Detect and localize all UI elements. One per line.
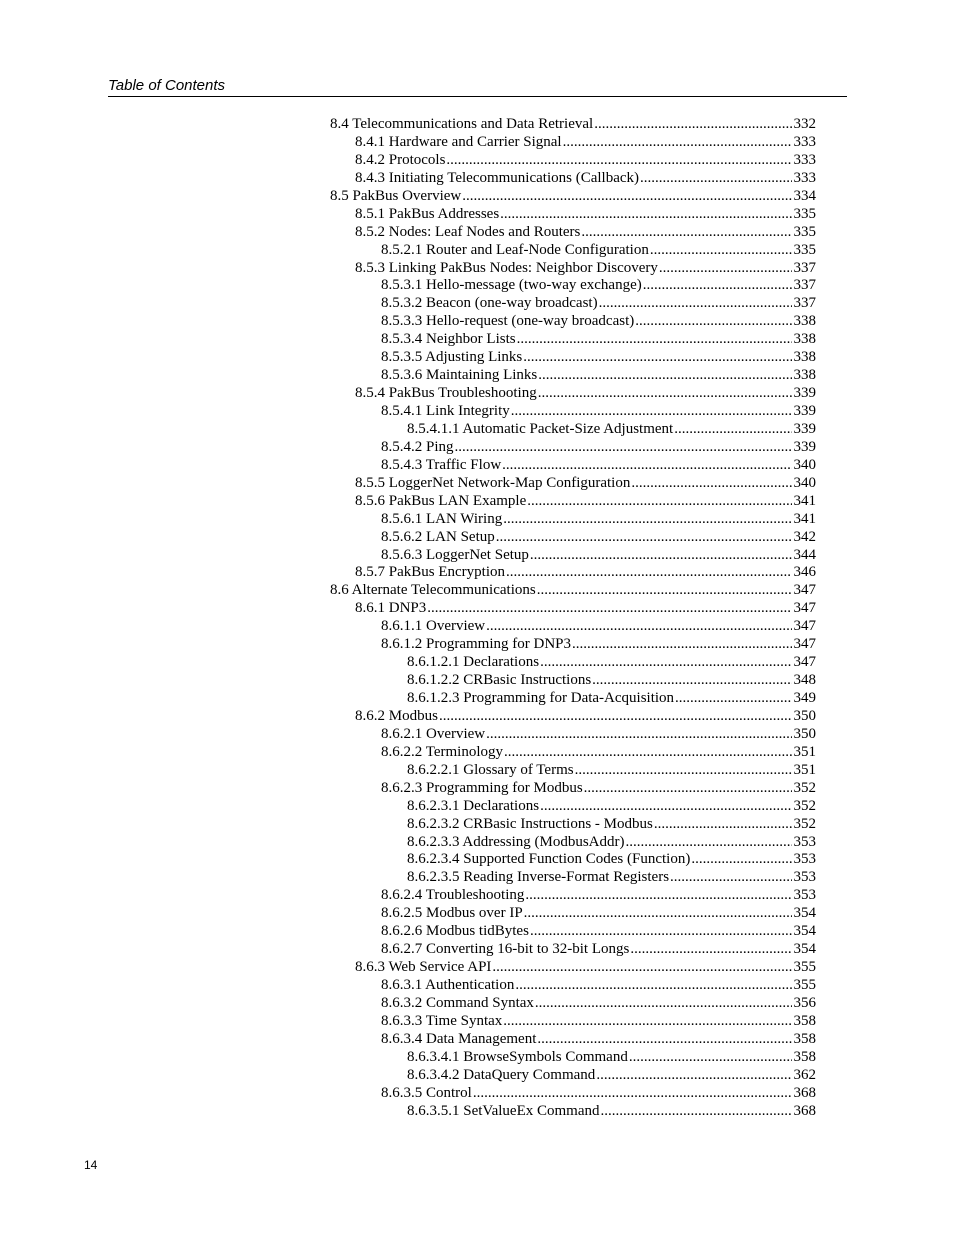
toc-entry[interactable] — [330, 385, 816, 403]
toc-entry-page: 353 — [793, 851, 816, 868]
toc-entry-title: 8.6.2.5 Modbus over IP — [381, 905, 523, 922]
dot-leader — [523, 349, 791, 367]
toc-entry-title: 8.5.3.4 Neighbor Lists — [381, 331, 516, 348]
toc-entry-page: 347 — [793, 654, 816, 671]
toc-entry[interactable] — [330, 959, 816, 977]
toc-entry-title: 8.6.2.3.4 Supported Function Codes (Function) — [407, 851, 691, 868]
toc-entry-page: 358 — [793, 1048, 816, 1065]
toc-entry-title: 8.6.1 DNP3 — [355, 600, 427, 617]
toc-entry-title: 8.6.1.1 Overview — [381, 618, 486, 635]
toc-entry-title: 8.6.2.2 Terminology — [381, 743, 503, 760]
toc-entry-page: 347 — [793, 582, 816, 599]
dot-leader — [659, 260, 792, 278]
dot-leader — [492, 959, 791, 977]
toc-entry[interactable] — [330, 493, 816, 511]
toc-entry[interactable] — [330, 905, 816, 923]
toc-entry-page: 349 — [793, 690, 816, 706]
toc-entry[interactable] — [330, 582, 816, 600]
toc-entry[interactable] — [330, 134, 816, 152]
dot-leader — [525, 887, 791, 905]
toc-entry-title: 8.6.2.7 Converting 16-bit to 32-bit Longs — [381, 941, 630, 958]
toc-entry-title: 8.6.1.2.3 Programming for Data-Acquisition — [407, 690, 675, 706]
toc-entry-title: 8.6.3.1 Authentication — [381, 977, 515, 993]
toc-entry[interactable] — [330, 277, 816, 295]
dot-leader — [675, 690, 791, 708]
toc-entry-title: 8.5.4.2 Ping — [381, 438, 454, 455]
dot-leader — [691, 851, 791, 869]
dot-leader — [600, 1103, 791, 1121]
dot-leader — [486, 726, 791, 744]
toc-entry[interactable] — [330, 672, 816, 690]
toc-entry[interactable] — [330, 690, 816, 708]
toc-entry-page: 340 — [793, 456, 816, 473]
dot-leader — [584, 780, 792, 798]
toc-entry-page: 358 — [793, 1012, 816, 1029]
dot-leader — [503, 511, 791, 529]
running-header — [108, 77, 847, 97]
toc-entry[interactable] — [330, 1049, 816, 1067]
toc-entry-title: 8.6.3.2 Command Syntax — [381, 994, 534, 1011]
dot-leader — [654, 816, 792, 834]
dot-leader — [427, 600, 791, 618]
dot-leader — [540, 798, 791, 816]
dot-leader — [506, 564, 792, 582]
toc-entry-title: 8.5.6.2 LAN Setup — [381, 528, 495, 545]
toc-entry-page: 337 — [793, 259, 816, 276]
toc-entry-page: 339 — [793, 438, 816, 455]
toc-entry-title: 8.4.3 Initiating Telecommunications (Callback) — [355, 169, 640, 186]
toc-entry[interactable] — [330, 188, 816, 206]
toc-entry-page: 347 — [793, 636, 816, 653]
dot-leader — [527, 493, 791, 511]
dot-leader — [511, 403, 792, 421]
toc-entry-page: 338 — [793, 367, 816, 384]
dot-leader — [674, 421, 791, 439]
toc-entry-page: 340 — [793, 474, 816, 491]
toc-entry-page: 334 — [793, 187, 816, 204]
dot-leader — [643, 277, 792, 295]
toc-entry-title: 8.5.6 PakBus LAN Example — [355, 492, 527, 509]
dot-leader — [631, 475, 791, 493]
toc-entry-title: 8.6.2.3.5 Reading Inverse-Format Registers — [407, 869, 670, 886]
toc-entry-page: 358 — [793, 1030, 816, 1047]
toc-entry-page: 351 — [793, 743, 816, 760]
toc-entry-page: 347 — [793, 618, 816, 635]
dot-leader — [502, 457, 791, 475]
toc-entry-page: 337 — [793, 295, 816, 312]
toc-entry-page: 335 — [793, 223, 816, 240]
toc-entry-page: 355 — [793, 977, 816, 993]
dot-leader — [626, 834, 792, 852]
toc-entry[interactable] — [330, 367, 816, 385]
toc-entry-title: 8.6.3 Web Service API — [355, 959, 492, 976]
dot-leader — [563, 134, 792, 152]
toc-entry-title: 8.6.1.2 Programming for DNP3 — [381, 636, 571, 653]
toc-entry-page: 339 — [793, 385, 816, 402]
toc-entry[interactable] — [330, 834, 816, 852]
toc-entry[interactable] — [330, 421, 816, 439]
toc-entry-page: 339 — [793, 420, 816, 437]
toc-entry-title: 8.5.3.2 Beacon (one-way broadcast) — [381, 295, 598, 312]
toc-entry[interactable] — [330, 941, 816, 959]
dot-leader — [592, 672, 791, 690]
toc-entry[interactable] — [330, 798, 816, 816]
header-title: Table of Contents — [108, 77, 226, 94]
toc-entry[interactable] — [330, 780, 816, 798]
toc-entry-page: 333 — [793, 169, 816, 186]
toc-entry[interactable] — [330, 116, 816, 134]
toc-entry-page: 352 — [793, 797, 816, 814]
toc-entry-title: 8.5.3.5 Adjusting Links — [381, 349, 523, 366]
toc-entry-title: 8.5.2 Nodes: Leaf Nodes and Routers — [355, 223, 581, 240]
toc-entry-title: 8.5.5 LoggerNet Network-Map Configuration — [355, 474, 631, 491]
dot-leader — [635, 313, 791, 331]
toc-entry-title: 8.6.3.4.1 BrowseSymbols Command — [407, 1048, 628, 1065]
toc-entry-title: 8.6.2.3.2 CRBasic Instructions - Modbus — [407, 815, 653, 832]
toc-entry-title: 8.6.3.3 Time Syntax — [381, 1012, 503, 1029]
toc-entry-page: 362 — [793, 1066, 816, 1083]
toc-entry-page: 339 — [793, 403, 816, 419]
toc-entry[interactable] — [330, 331, 816, 349]
toc-entry-title: 8.5.1 PakBus Addresses — [355, 205, 500, 222]
toc-entry-title: 8.5.3 Linking PakBus Nodes: Neighbor Discovery — [355, 259, 658, 276]
toc-entry-page: 335 — [793, 205, 816, 222]
dot-leader — [575, 762, 792, 780]
toc-entry[interactable] — [330, 726, 816, 744]
toc-entry[interactable] — [330, 995, 816, 1013]
dot-leader — [530, 923, 792, 941]
toc-entry-page: 347 — [793, 600, 816, 617]
dot-leader — [473, 1085, 792, 1103]
dot-leader — [629, 1049, 792, 1067]
toc-entry-page: 333 — [793, 133, 816, 150]
toc-entry-title: 8.5.4.1.1 Automatic Packet-Size Adjustment — [407, 420, 674, 437]
toc-entry-title: 8.6.2 Modbus — [355, 707, 438, 724]
toc-entry-page: 354 — [793, 923, 816, 940]
toc-entry-page: 350 — [793, 725, 816, 742]
dot-leader — [503, 1013, 791, 1031]
toc-entry-page: 355 — [793, 959, 816, 976]
toc-entry-title: 8.6.2.3.3 Addressing (ModbusAddr) — [407, 833, 625, 850]
toc-entry-page: 342 — [793, 528, 816, 545]
toc-entry[interactable] — [330, 170, 816, 188]
toc-entry[interactable] — [330, 457, 816, 475]
dot-leader — [650, 242, 792, 260]
toc-entry-page: 338 — [793, 313, 816, 330]
dot-leader — [640, 170, 791, 188]
dot-leader — [446, 152, 791, 170]
toc-entry-title: 8.6.2.2.1 Glossary of Terms — [407, 761, 574, 778]
dot-leader — [517, 331, 792, 349]
toc-entry[interactable] — [330, 654, 816, 672]
toc-entry[interactable] — [330, 816, 816, 834]
toc-entry-title: 8.5.6.3 LoggerNet Setup — [381, 546, 529, 563]
toc-entry-page: 332 — [793, 116, 816, 132]
toc-entry-title: 8.6 Alternate Telecommunications — [330, 582, 536, 599]
toc-entry-title: 8.5 PakBus Overview — [330, 187, 462, 204]
dot-leader — [535, 995, 792, 1013]
toc-entry[interactable] — [330, 1085, 816, 1103]
toc-entry[interactable] — [330, 439, 816, 457]
toc-entry[interactable] — [330, 313, 816, 331]
toc-entry-page: 368 — [793, 1102, 816, 1119]
toc-entry-title: 8.5.4.1 Link Integrity — [381, 403, 510, 419]
toc-entry-title: 8.5.4.3 Traffic Flow — [381, 456, 502, 473]
toc-entry-title: 8.6.3.4 Data Management — [381, 1030, 537, 1047]
toc-entry-title: 8.5.3.6 Maintaining Links — [381, 367, 538, 384]
toc-entry-title: 8.4.1 Hardware and Carrier Signal — [355, 133, 562, 150]
toc-entry-page: 352 — [793, 815, 816, 832]
toc-entry-title: 8.5.2.1 Router and Leaf-Node Configuration — [381, 241, 649, 258]
toc-entry-title: 8.4.2 Protocols — [355, 151, 446, 168]
toc-entry-page: 335 — [793, 241, 816, 258]
toc-entry-page: 354 — [793, 941, 816, 958]
toc-entry[interactable] — [330, 295, 816, 313]
dot-leader — [462, 188, 791, 206]
toc-entry[interactable] — [330, 511, 816, 529]
toc-entry[interactable] — [330, 1103, 816, 1121]
toc-entry-title: 8.6.3.5 Control — [381, 1084, 472, 1101]
toc-entry-page: 368 — [793, 1084, 816, 1101]
toc-entry-page: 344 — [793, 546, 816, 563]
toc-entry-page: 354 — [793, 905, 816, 922]
dot-leader — [500, 206, 791, 224]
toc-entry[interactable] — [330, 977, 816, 995]
toc-entry-page: 333 — [793, 151, 816, 168]
toc-entry-page: 338 — [793, 331, 816, 348]
toc-entry-page: 350 — [793, 707, 816, 724]
toc-entry[interactable] — [330, 152, 816, 170]
toc-entry[interactable] — [330, 349, 816, 367]
toc-entry[interactable] — [330, 923, 816, 941]
dot-leader — [596, 1067, 791, 1085]
toc-entry[interactable] — [330, 708, 816, 726]
toc-entry[interactable] — [330, 403, 816, 421]
toc-entry-title: 8.6.1.2.1 Declarations — [407, 654, 540, 671]
toc-entry-page: 348 — [793, 672, 816, 689]
toc-entry-title: 8.5.7 PakBus Encryption — [355, 564, 505, 581]
dot-leader — [515, 977, 791, 995]
toc-entry[interactable] — [330, 744, 816, 762]
dot-leader — [538, 367, 791, 385]
toc-entry[interactable] — [330, 851, 816, 869]
dot-leader — [496, 529, 792, 547]
toc-entry-page: 353 — [793, 887, 816, 904]
dot-leader — [599, 295, 792, 313]
toc-entry-title: 8.4 Telecommunications and Data Retrieval — [330, 116, 594, 132]
toc-entry[interactable] — [330, 869, 816, 887]
toc-entry-title: 8.5.4 PakBus Troubleshooting — [355, 385, 537, 402]
toc-entry[interactable] — [330, 887, 816, 905]
dot-leader — [537, 582, 792, 600]
dot-leader — [524, 905, 792, 923]
toc-entry-title: 8.6.2.4 Troubleshooting — [381, 887, 525, 904]
table-of-contents — [330, 116, 816, 1121]
toc-entry-title: 8.6.3.4.2 DataQuery Command — [407, 1066, 596, 1083]
toc-entry-page: 341 — [793, 492, 816, 509]
toc-entry[interactable] — [330, 475, 816, 493]
toc-entry-title: 8.6.2.3.1 Declarations — [407, 797, 540, 814]
toc-entry[interactable] — [330, 547, 816, 565]
toc-entry[interactable] — [330, 564, 816, 582]
dot-leader — [439, 708, 792, 726]
toc-entry[interactable] — [330, 636, 816, 654]
toc-entry-page: 341 — [793, 510, 816, 527]
dot-leader — [537, 1031, 791, 1049]
toc-entry[interactable] — [330, 260, 816, 278]
dot-leader — [572, 636, 792, 654]
toc-entry-title: 8.6.2.6 Modbus tidBytes — [381, 923, 529, 940]
toc-entry[interactable] — [330, 242, 816, 260]
toc-entry[interactable] — [330, 600, 816, 618]
toc-entry[interactable] — [330, 206, 816, 224]
toc-entry-title: 8.6.3.5.1 SetValueEx Command — [407, 1102, 600, 1119]
dot-leader — [670, 869, 791, 887]
toc-entry-page: 346 — [793, 564, 816, 581]
dot-leader — [455, 439, 792, 457]
toc-entry[interactable] — [330, 1067, 816, 1085]
dot-leader — [504, 744, 792, 762]
toc-entry-page: 338 — [793, 349, 816, 366]
dot-leader — [630, 941, 791, 959]
dot-leader — [540, 654, 791, 672]
toc-entry-title: 8.5.3.1 Hello-message (two-way exchange) — [381, 277, 642, 294]
toc-entry[interactable] — [330, 224, 816, 242]
toc-entry[interactable] — [330, 1013, 816, 1031]
toc-entry-title: 8.5.6.1 LAN Wiring — [381, 510, 503, 527]
dot-leader — [594, 116, 791, 134]
toc-entry-title: 8.6.2.1 Overview — [381, 725, 486, 742]
toc-entry-page: 356 — [793, 994, 816, 1011]
dot-leader — [581, 224, 791, 242]
dot-leader — [486, 618, 791, 636]
toc-entry-title: 8.6.2.3 Programming for Modbus — [381, 779, 583, 796]
toc-entry-page: 353 — [793, 869, 816, 886]
toc-entry-title: 8.6.1.2.2 CRBasic Instructions — [407, 672, 592, 689]
toc-entry[interactable] — [330, 618, 816, 636]
toc-entry-page: 353 — [793, 833, 816, 850]
page-number: 14 — [84, 1158, 98, 1172]
dot-leader — [530, 547, 792, 565]
toc-entry-page: 352 — [793, 779, 816, 796]
dot-leader — [538, 385, 792, 403]
toc-entry-page: 337 — [793, 277, 816, 294]
toc-entry-title: 8.5.3.3 Hello-request (one-way broadcast) — [381, 313, 635, 330]
toc-entry-page: 351 — [793, 761, 816, 778]
toc-entry[interactable] — [330, 762, 816, 780]
toc-entry[interactable] — [330, 1031, 816, 1049]
toc-entry[interactable] — [330, 529, 816, 547]
